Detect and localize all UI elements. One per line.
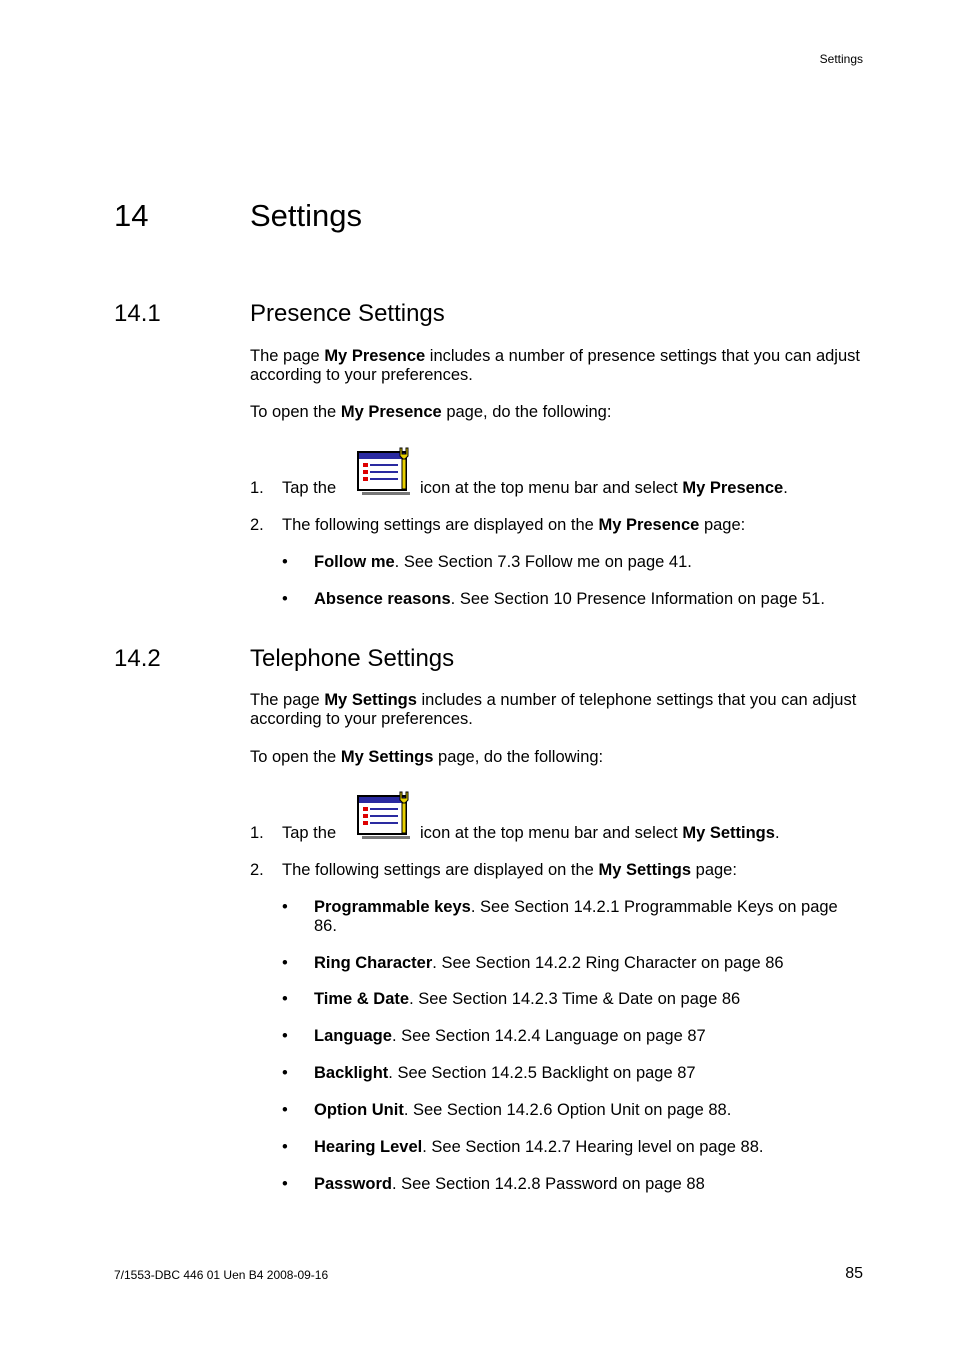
chapter-number: 14 [114, 198, 149, 233]
section-title: Telephone Settings [250, 645, 455, 672]
open-instruction: To open the My Settings page, do the following: [250, 748, 604, 766]
chapter-title: Settings [250, 198, 363, 233]
section-number: 14.1 [114, 300, 161, 327]
page-number: 85 [845, 1265, 863, 1282]
intro-paragraph: The page My Settings includes a number of telephone settings that you can adjust according to your preferences. [250, 691, 857, 728]
running-header: Settings [819, 52, 863, 66]
section-number: 14.2 [114, 645, 161, 672]
intro-paragraph: The page My Presence includes a number of presence settings that you can adjust according to your preferences. [250, 347, 860, 384]
section-title: Presence Settings [250, 300, 445, 327]
open-instruction: To open the My Presence page, do the following: [250, 403, 612, 421]
settings-menu-icon [356, 790, 414, 840]
settings-menu-icon [356, 446, 414, 496]
footer-doc-id: 7/1553-DBC 446 01 Uen B4 2008-09-16 [114, 1268, 329, 1282]
